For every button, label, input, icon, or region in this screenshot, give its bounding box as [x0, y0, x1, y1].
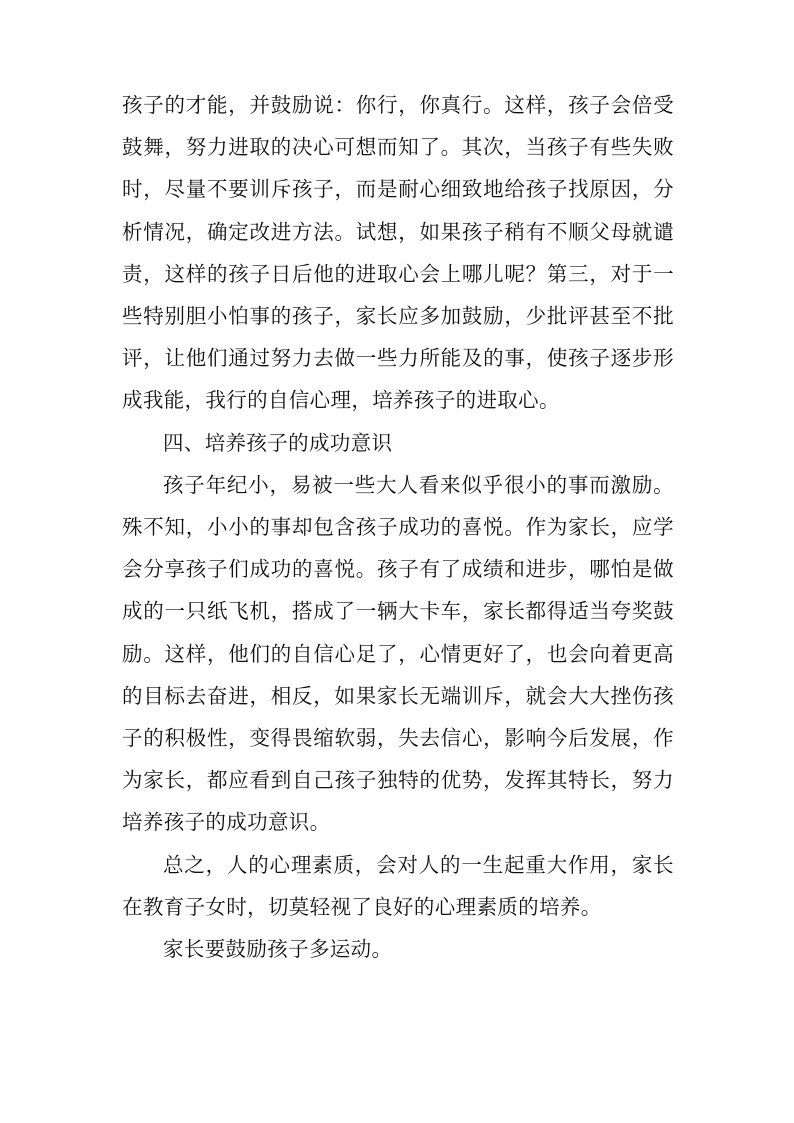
- paragraph-exercise: 家长要鼓励孩子多运动。: [163, 937, 393, 962]
- paragraph-success-awareness: 孩子年纪小，易被一些大人看来似乎很小的事而激励。殊不知，小小的事却包含孩子成功的喜悦。作为家长，应学会分享孩子们成功的喜悦。孩子有了成绩和进步，哪怕是做成的一只纸飞机，搭成了一辆大卡车，家长都得适当夸奖鼓励。这样，他们的自信心足了，心情更好了，也会向着更高的目标去奋进，相反，如果家长无端训斥，就会大大挫伤孩子的积极性，变得畏缩软弱，失去信心，影响今后发展，作为家长，都应看到自己孩子独特的优势，发挥其特长，努力培养孩子的成功意识。: [122, 472, 674, 835]
- section-heading: 四、培养孩子的成功意识: [163, 430, 393, 455]
- paragraph-conclusion: 总之，人的心理素质，会对人的一生起重大作用，家长在教育子女时，切莫轻视了良好的心理素质的培养。: [122, 852, 674, 919]
- document-body: [122, 84, 674, 970]
- paragraph-continuation: 孩子的才能，并鼓励说：你行，你真行。这样，孩子会倍受鼓舞，努力进取的决心可想而知了。其次，当孩子有些失败时，尽量不要训斥孩子，而是耐心细致地给孩子找原因，分析情况，确定改进方法。试想，如果孩子稍有不顺父母就谴责，这样的孩子日后他的进取心会上哪儿呢？第三，对于一些特别胆小怕事的孩子，家长应多加鼓励，少批评甚至不批评，让他们通过努力去做一些力所能及的事，使孩子逐步形成我能，我行的自信心理，培养孩子的进取心。: [122, 93, 674, 413]
